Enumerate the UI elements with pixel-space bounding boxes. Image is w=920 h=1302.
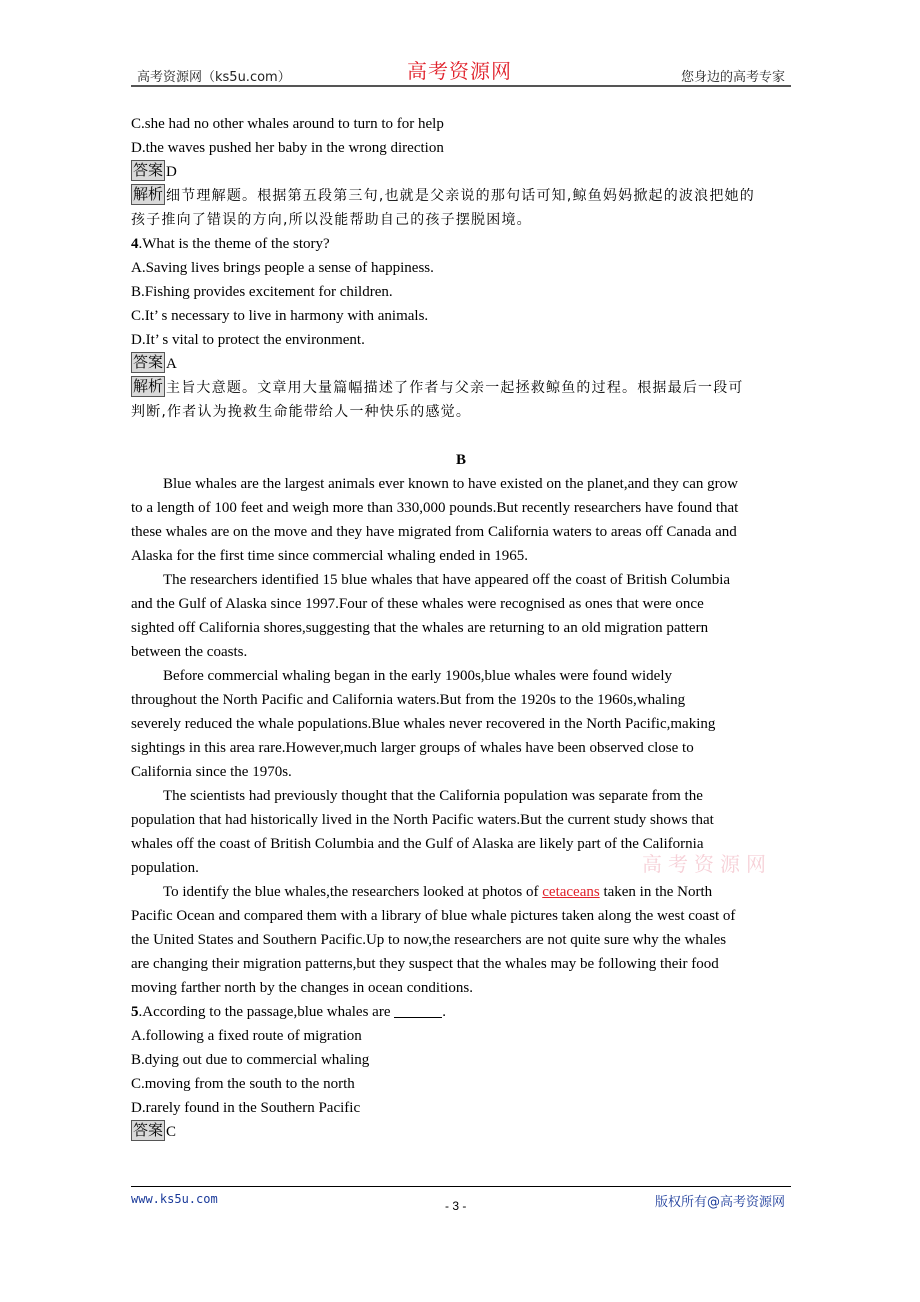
para-line: sightings in this area rare.However,much larger groups of whales have been observed close to bbox=[131, 740, 694, 756]
page-content bbox=[131, 112, 791, 1144]
analysis-badge: 解析 bbox=[133, 185, 164, 203]
header-logo: 高考资源网 bbox=[407, 59, 512, 83]
q5-option-c: C.moving from the south to the north bbox=[131, 1076, 355, 1092]
cetaceans-link[interactable]: cetaceans bbox=[542, 884, 600, 900]
question-number: 4 bbox=[131, 236, 139, 252]
answer-badge: 答案 bbox=[133, 353, 164, 371]
para-line: between the coasts. bbox=[131, 644, 248, 660]
passage-paragraph-1 bbox=[131, 472, 791, 568]
question-text: .According to the passage,blue whales are bbox=[138, 1004, 395, 1020]
para-line: whales off the coast of British Columbia and the Gulf of Alaska are likely part of the California bbox=[131, 836, 704, 852]
q3-option-d: D.the waves pushed her baby in the wrong direction bbox=[131, 140, 444, 156]
question-number: 5 bbox=[131, 1004, 139, 1020]
page-header bbox=[131, 54, 791, 86]
q5-question bbox=[131, 1000, 791, 1024]
para-line: the United States and Southern Pacific.Up to now,the researchers are not quite sure why the whales bbox=[131, 932, 727, 948]
para-line: To identify the blue whales,the researchers looked at photos of bbox=[163, 884, 543, 900]
q3-analysis bbox=[131, 184, 791, 208]
page-number: - 3 - bbox=[445, 1199, 467, 1213]
spacer bbox=[131, 424, 791, 448]
para-line: The scientists had previously thought that the California population was separate from the bbox=[163, 788, 703, 804]
q4-option-a: A.Saving lives brings people a sense of happiness. bbox=[131, 260, 434, 276]
analysis-badge: 解析 bbox=[133, 377, 164, 395]
q5-option-a: A.following a fixed route of migration bbox=[131, 1028, 362, 1044]
watermark: 高考资源网 bbox=[642, 852, 772, 876]
para-line: throughout the North Pacific and California waters.But from the 1920s to the 1960s,whaling bbox=[131, 692, 686, 708]
q3-answer bbox=[131, 160, 791, 184]
para-line: are changing their migration patterns,but they suspect that the whales may be following their food bbox=[131, 956, 719, 972]
question-end: . bbox=[442, 1004, 446, 1020]
q4-option-d: D.It’ s vital to protect the environment. bbox=[131, 332, 365, 348]
q5-option-d: D.rarely found in the Southern Pacific bbox=[131, 1100, 361, 1116]
para-line: sighted off California shores,suggesting that the whales are returning to an old migration pattern bbox=[131, 620, 709, 636]
q3-analysis-cont: 孩子推向了错误的方向,所以没能帮助自己的孩子摆脱困境。 bbox=[131, 212, 532, 228]
answer-blank bbox=[394, 1003, 442, 1018]
header-slogan: 您身边的高考专家 bbox=[680, 70, 785, 85]
para-line: California since the 1970s. bbox=[131, 764, 292, 780]
page-footer bbox=[131, 1186, 791, 1216]
q5-answer bbox=[131, 1120, 791, 1144]
para-line: population. bbox=[131, 860, 199, 876]
para-line: to a length of 100 feet and weigh more than 330,000 pounds.But recently researchers have found that bbox=[131, 500, 739, 516]
header-divider bbox=[131, 85, 791, 87]
para-line: taken in the North bbox=[599, 884, 713, 900]
q4-answer bbox=[131, 352, 791, 376]
q3-option-c: C.she had no other whales around to turn to for help bbox=[131, 116, 444, 132]
para-line: Alaska for the first time since commercial whaling ended in 1965. bbox=[131, 548, 528, 564]
answer-value: C bbox=[166, 1124, 177, 1140]
para-line: The researchers identified 15 blue whales that have appeared off the coast of British Columbia bbox=[163, 572, 731, 588]
analysis-text: 细节理解题。根据第五段第三句,也就是父亲说的那句话可知,鲸鱼妈妈掀起的波浪把她的 bbox=[166, 188, 755, 204]
answer-value: A bbox=[166, 356, 177, 372]
q4-analysis-cont: 判断,作者认为挽救生命能带给人一种快乐的感觉。 bbox=[131, 404, 472, 420]
para-line: Blue whales are the largest animals ever known to have existed on the planet,and they can grow bbox=[163, 476, 738, 492]
footer-website[interactable]: www.ks5u.com bbox=[131, 1192, 218, 1206]
question-text: .What is the theme of the story? bbox=[138, 236, 330, 252]
footer-copyright: 版权所有@高考资源网 bbox=[654, 1195, 785, 1210]
para-line: these whales are on the move and they have migrated from California waters to areas off Canada and bbox=[131, 524, 737, 540]
para-line: population that had historically lived in the North Pacific waters.But the current study shows that bbox=[131, 812, 714, 828]
answer-badge: 答案 bbox=[133, 1121, 164, 1139]
para-line: Before commercial whaling began in the early 1900s,blue whales were found widely bbox=[163, 668, 672, 684]
passage-paragraph-5 bbox=[131, 880, 791, 1000]
q4-analysis bbox=[131, 376, 791, 400]
passage-paragraph-2 bbox=[131, 568, 791, 664]
section-title: B bbox=[455, 452, 466, 468]
answer-badge: 答案 bbox=[133, 161, 164, 179]
footer-divider bbox=[131, 1186, 791, 1187]
para-line: Pacific Ocean and compared them with a library of blue whale pictures taken along the west coast of bbox=[131, 908, 736, 924]
passage-paragraph-3 bbox=[131, 664, 791, 784]
q4-question bbox=[131, 232, 791, 256]
header-site-name: 高考资源网（ks5u.com） bbox=[137, 70, 291, 85]
q4-option-c: C.It’ s necessary to live in harmony with animals. bbox=[131, 308, 429, 324]
para-line: moving farther north by the changes in ocean conditions. bbox=[131, 980, 473, 996]
para-line: severely reduced the whale populations.Blue whales never recovered in the North Pacific,making bbox=[131, 716, 716, 732]
para-line: and the Gulf of Alaska since 1997.Four of these whales were recognised as ones that were once bbox=[131, 596, 704, 612]
answer-value: D bbox=[166, 164, 177, 180]
q4-option-b: B.Fishing provides excitement for children. bbox=[131, 284, 393, 300]
q5-option-b: B.dying out due to commercial whaling bbox=[131, 1052, 370, 1068]
analysis-text: 主旨大意题。文章用大量篇幅描述了作者与父亲一起拯救鲸鱼的过程。根据最后一段可 bbox=[166, 380, 744, 396]
